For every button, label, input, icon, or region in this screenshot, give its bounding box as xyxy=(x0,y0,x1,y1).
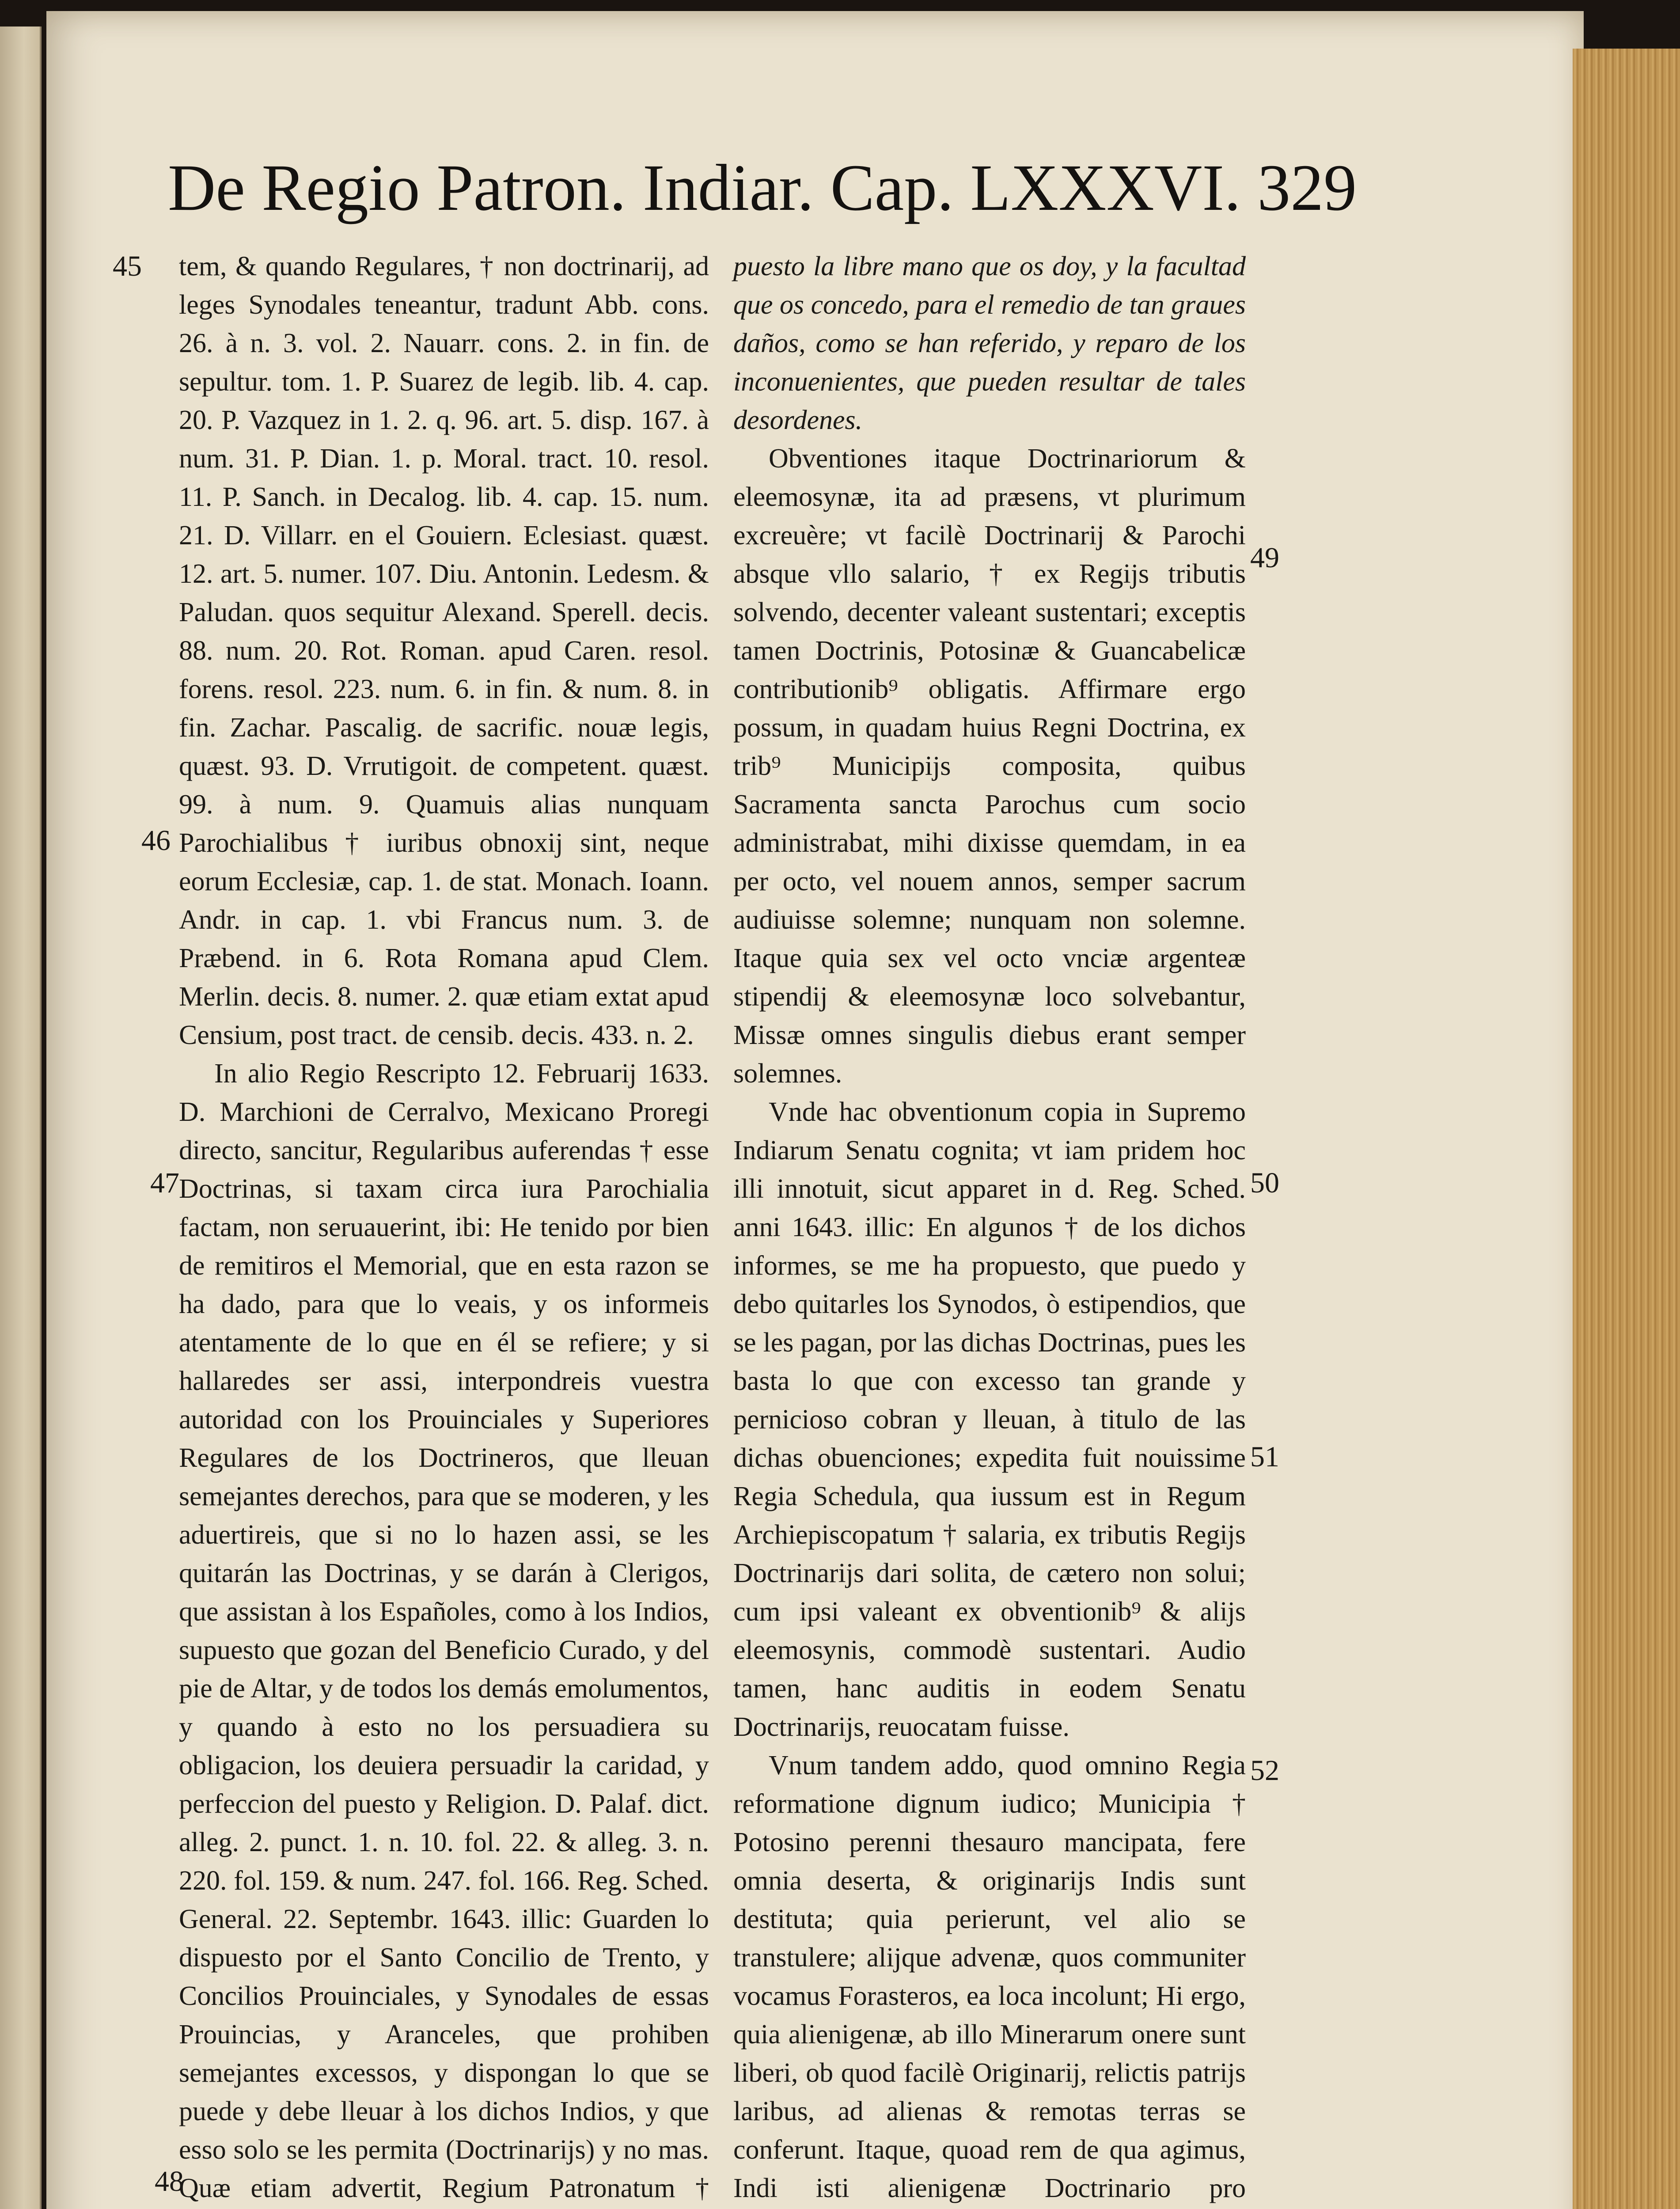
right-column xyxy=(733,247,1246,2209)
left-paragraph-2: In alio Regio Rescripto 12. Februarij 1633. D. Marchioni de Cerralvo, Mexicano Proregi directo, sancitur, Regularibus auferendas † esse Doctrinas, si taxam circa iura Parochialia factam, non seruauerint, ibi: He tenido por bien de remitiros el Memorial, que en esta razon se ha dado, para que lo veais, y os informeis atentamente de lo que en él se refiere; y si hallaredes ser assi, interpondreis vuestra autoridad con los Prouinciales y Superiores Regulares de los Doctrineros, que lleuan semejantes derechos, para que se moderen, y les aduertireis, que si no lo hazen assi, se les quitarán las Doctrinas, y se darán à Clerigos, que assistan à los Españoles, como à los Indios, supuesto que gozan del Beneficio Curado, y del pie de Altar, y de todos los demás emolumentos, y quando à esto no los persuadiera su obligacion, los deuiera persuadir la caridad, y perfeccion del puesto y Religion. D. Palaf. dict. alleg. 2. punct. 1. n. 10. fol. 22. & alleg. 3. n. 220. fol. 159. & num. 247. fol. 166. Reg. Sched. General. 22. Septembr. 1643. illic: Guarden lo dispuesto por el Santo Concilio de Trento, y Concilios Prouinciales, y Synodales de essas Prouincias, y Aranceles, que prohiben semejantes excessos, y dispongan lo que se puede y debe lleuar à los dichos Indios, y que esso solo se les permita (Doctrinarijs) y no mas. Quæ etiam advertit, Regium Patronatum † xyxy=(179,1059,709,2203)
previous-page-edge xyxy=(0,27,42,2209)
left-column xyxy=(179,247,709,2209)
running-head: De Regio Patron. Indiar. Cap. LXXXVI. 329 xyxy=(168,151,1357,224)
margin-number-45: 45 xyxy=(113,250,142,282)
margin-number-48: 48 xyxy=(155,2165,184,2198)
margin-number-49: 49 xyxy=(1250,542,1279,574)
right-paragraph-2: Obventiones itaque Doctrinariorum & eleemosynæ, ita ad præsens, vt plurimum excreuère; vt facilè Doctrinarij & Parochi absque vllo salario, † ex Regijs tributis solvendo, decenter valeant sustentari; exceptis tamen Doctrinis, Potosinæ & Guancabelicæ contributionib⁹ obligatis. Affirmare ergo possum, in quadam huius Regni Doctrina, ex trib⁹ Municipijs composita, quibus Sacramenta sancta Parochus cum socio administrabat, mihi dixisse quemdam, in ea per octo, vel nouem annos, semper sacrum audiuisse solemne; nunquam non solemne. Itaque quia sex vel octo vnciæ argenteæ stipendij & eleemosynæ loco solvebantur, Missæ omnes singulis diebus erant semper solemnes. xyxy=(733,444,1246,1089)
page-block-edge xyxy=(1573,49,1680,2209)
margin-number-51: 51 xyxy=(1250,1441,1279,1473)
right-paragraph-3: Vnde hac obventionum copia in Supremo Indiarum Senatu cognita; vt iam pridem hoc illi innotuit, sicut apparet in d. Reg. Sched. anni 1643. illic: En algunos † de los dichos informes, se me ha propuesto, que puedo y debo quitarles los Synodos, ò estipendios, que se les pagan, por las dichas Doctrinas, pues les basta lo que con excesso tan grande y pernicioso cobran y lleuan, à titulo de las dichas obuenciones; expedita fuit nouissime Regia Schedula, qua iussum est in Regum Archiepiscopatum † salaria, ex tributis Regijs Doctrinarijs dari solita, de cætero non solui; cum ipsi valeant ex obventionib⁹ & alijs eleemosynis, commodè sustentari. Audio tamen, hanc auditis in eodem Senatu Doctrinarijs, reuocatam fuisse. xyxy=(733,1097,1246,1742)
right-paragraph-4: Vnum tandem addo, quod omnino Regia reformatione dignum iudico; Municipia † Potosino perenni thesauro mancipata, fere omnia deserta, & originarijs Indis sunt destituta; quia perierunt, vel alio se transtulere; alijque advenæ, quos communiter vocamus Forasteros, ea loca incolunt; Hi ergo, quia alienigenæ, ab illo Minerarum onere sunt liberi, ob quod facilè Originarij, relictis patrijs laribus, ad alienas & remotas terras se conferunt. Itaque, quoad rem de qua agimus, Indi isti alienigenæ Doctrinario pro xyxy=(733,1750,1246,2203)
left-paragraph-1: tem, & quando Regulares, † non doctrinarij, ad leges Synodales teneantur, tradunt Abb. cons. 26. à n. 3. vol. 2. Nauarr. cons. 2. in fin. de sepultur. tom. 1. P. Suarez de legib. lib. 4. cap. 20. P. Vazquez in 1. 2. q. 96. art. 5. disp. 167. à num. 31. P. Dian. 1. p. Moral. tract. 10. resol. 11. P. Sanch. in Decalog. lib. 4. cap. 15. num. 21. D. Villarr. en el Gouiern. Eclesiast. quæst. 12. art. 5. numer. 107. Diu. Antonin. Ledesm. & Paludan. quos sequitur Alexand. Sperell. decis. 88. num. 20. Rot. Roman. apud Caren. resol. forens. resol. 223. num. 6. in fin. & num. 8. in fin. Zachar. Pascalig. de sacrific. nouæ legis, quæst. 93. D. Vrrutigoit. de competent. quæst. 99. à num. 9. Quamuis alias nunquam Parochialibus † iuribus obnoxij sint, neque eorum Ecclesiæ, cap. 1. de stat. Monach. Ioann. Andr. in cap. 1. vbi Francus num. 3. de Præbend. in 6. Rota Romana apud Clem. Merlin. decis. 8. numer. 2. quæ etiam extat apud Censium, post tract. de censib. decis. 433. n. 2. xyxy=(179,251,709,1050)
margin-number-46: 46 xyxy=(141,824,171,857)
margin-number-50: 50 xyxy=(1250,1167,1279,1199)
margin-number-47: 47 xyxy=(150,1167,179,1199)
margin-number-52: 52 xyxy=(1250,1754,1279,1787)
right-paragraph-1: puesto la libre mano que os doy, y la facultad que os concedo, para el remedio de tan graues daños, como se han referido, y reparo de los inconuenientes, que pueden resultar de tales desordenes. xyxy=(733,251,1246,435)
